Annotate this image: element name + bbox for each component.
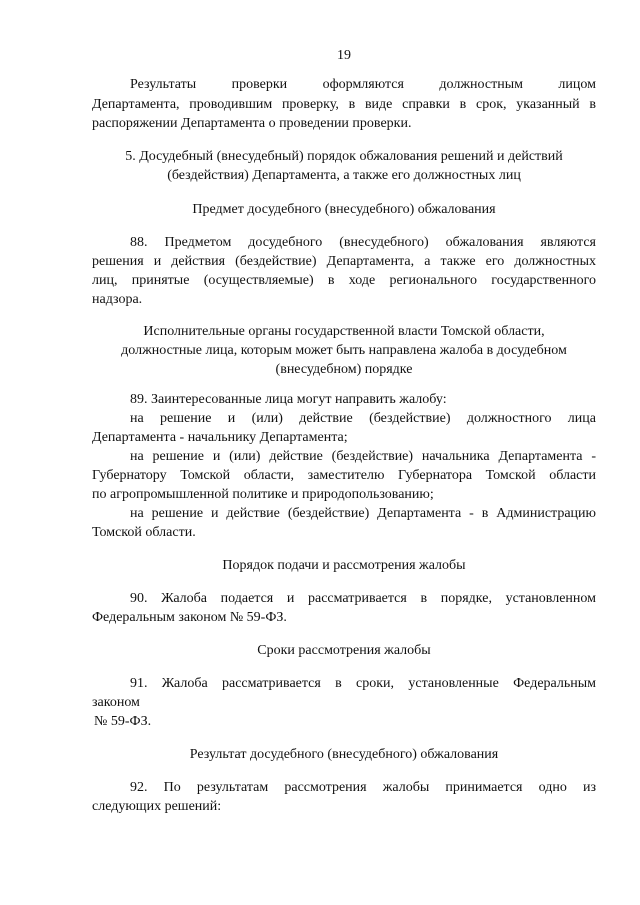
page-number: 19 (337, 48, 351, 63)
text-line: Департамента, проводившим проверку, в виде справки в срок, указанный в (92, 97, 596, 112)
heading-terms: Сроки рассмотрения жалобы (257, 643, 431, 658)
text-line: лиц, принятые (осуществляемые) в ходе регионального государственного (92, 273, 596, 288)
text-line: 89. Заинтересованные лица могут направить жалобу: (130, 392, 447, 407)
text-line: законом (92, 695, 140, 710)
text-line: Результаты проверки оформляются должностным лицом (130, 77, 596, 92)
heading-result: Результат досудебного (внесудебного) обжалования (189, 747, 499, 762)
text-line: по агропромышленной политике и природопользованию; (92, 487, 434, 502)
text-line: распоряжении Департамента о проведении проверки. (92, 116, 412, 131)
text-line: 88. Предметом досудебного (внесудебного) обжалования являются (130, 235, 596, 250)
text-line: № 59-ФЗ. (94, 714, 152, 729)
heading-line: Исполнительные органы государственной власти Томской области, (143, 324, 545, 339)
text-line: на решение и действие (бездействие) Департамента - в Администрацию (130, 506, 596, 521)
text-line: 92. По результатам рассмотрения жалобы принимается одно из (130, 780, 596, 795)
text-line: Губернатору Томской области, заместителю Губернатора Томской области (92, 468, 596, 483)
heading-procedure: Порядок подачи и рассмотрения жалобы (222, 558, 466, 573)
text-line: следующих решений: (92, 799, 222, 814)
text-line: Томской области. (92, 525, 196, 540)
heading-line: должностные лица, которым может быть направлена жалоба в досудебном (121, 343, 567, 358)
text-line: 90. Жалоба подается и рассматривается в порядке, установленном (130, 591, 596, 606)
text-line: Федеральным законом № 59-ФЗ. (92, 610, 287, 625)
text-line: на решение и (или) действие (бездействие) должностного лица (130, 411, 596, 426)
text-line: надзора. (92, 292, 143, 307)
heading-subject: Предмет досудебного (внесудебного) обжалования (192, 202, 496, 217)
heading-line: (внесудебном) порядке (275, 362, 413, 377)
heading-line: 5. Досудебный (внесудебный) порядок обжалования решений и действий (125, 149, 563, 164)
text-line: решения и действия (бездействие) Департамента, а также его должностных (92, 254, 596, 269)
text-line: на решение и (или) действие (бездействие) начальника Департамента - (130, 449, 596, 464)
text-line: Департамента - начальнику Департамента; (92, 430, 348, 445)
heading-line: (бездействия) Департамента, а также его должностных лиц (167, 168, 521, 183)
text-line: 91. Жалоба рассматривается в сроки, установленные Федеральным (130, 676, 596, 691)
